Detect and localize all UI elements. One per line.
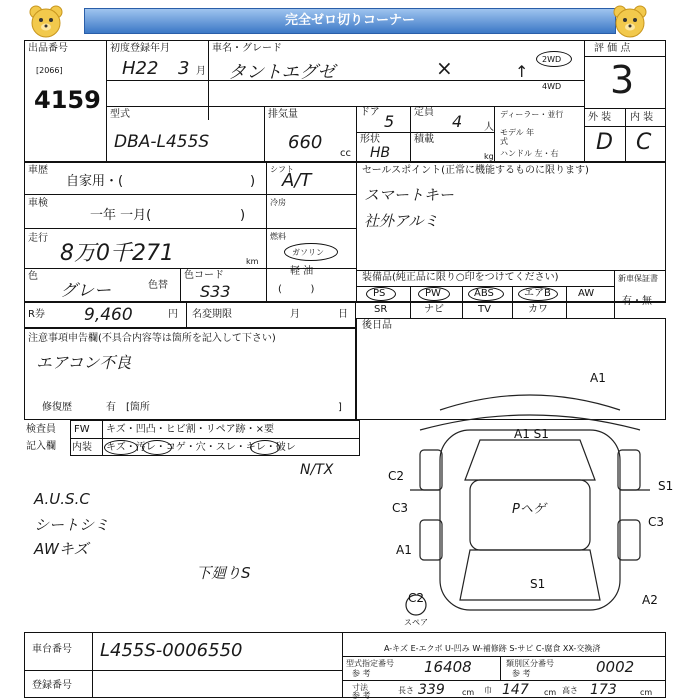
- inspection-label: 車検: [28, 198, 48, 209]
- equip-sr: SR: [374, 304, 388, 315]
- shape-label: 形状: [360, 134, 380, 145]
- drive-2wd: 2WD: [542, 55, 562, 64]
- width-label: 巾: [484, 686, 492, 695]
- score-value: 3: [610, 58, 635, 102]
- recycle-value: 9,460: [84, 305, 133, 325]
- notes-value: エアコン不良: [36, 353, 132, 372]
- equip-aw: AW: [578, 288, 595, 299]
- inspector-ntx: N/TX: [300, 462, 334, 478]
- color-code-label: 色コード: [184, 270, 224, 281]
- warranty-options: 有・無: [622, 296, 652, 307]
- mark-right-top: S1: [658, 479, 674, 493]
- exterior-score: D: [596, 130, 613, 155]
- shape-value: HB: [370, 145, 391, 161]
- equip-leather: カワ: [528, 304, 548, 315]
- handle-label: ハンドル 左・右: [500, 149, 559, 158]
- fuel-gasoline: ガソリン: [292, 248, 324, 257]
- registration-label: 登録番号: [32, 680, 72, 691]
- car-name-value: タントエグゼ: [228, 62, 336, 83]
- fuel-diesel: 軽 油: [290, 266, 314, 277]
- doors-label: ドア: [360, 107, 380, 118]
- repair-label: 修復歴: [42, 402, 72, 413]
- inspector-note-1: A.U.S.C: [34, 490, 90, 508]
- mark-left-low: A1: [396, 543, 412, 557]
- lot-sub-code: [2066]: [36, 66, 63, 75]
- equip-airbag: エアB: [524, 288, 551, 299]
- bear-mascot-right-icon: [612, 4, 648, 40]
- exterior-label: 外 装: [588, 112, 612, 123]
- interior-score: C: [636, 130, 652, 155]
- history-value: 自家用・(: [66, 174, 124, 189]
- displacement-label: 排気量: [268, 109, 298, 120]
- inspection-end: ): [240, 208, 246, 223]
- history-close: ): [250, 174, 256, 189]
- height-unit: cm: [640, 688, 653, 697]
- car-name-label: 車名・グレード: [212, 43, 282, 54]
- height-value: 173: [590, 682, 617, 698]
- mileage-label: 走行: [28, 233, 48, 244]
- model-year-label: モデル 年式: [500, 128, 535, 146]
- interior-label: 内 装: [630, 112, 654, 123]
- equip-abs: ABS: [474, 288, 494, 299]
- first-reg-month-unit: 月: [196, 66, 206, 77]
- displacement-unit: cc: [340, 148, 351, 159]
- sales-point-1: スマートキー: [364, 186, 454, 204]
- shift-label: シフト: [270, 165, 294, 174]
- mark-top: A1: [590, 371, 606, 385]
- equipment-label: 装備品(純正品に限り○印をつけてください): [362, 272, 559, 283]
- mark-right-bottom: A2: [642, 593, 658, 607]
- capacity-label: 定員: [414, 107, 434, 118]
- rear-seat-label: 後日品: [362, 320, 392, 331]
- notes-label: 注意事項申告欄(不具合内容等は箇所を記入して下さい): [28, 333, 276, 344]
- score-label: 評 価 点: [594, 43, 631, 54]
- name-change-label: 名変期限: [192, 309, 232, 320]
- mileage-unit: km: [246, 257, 259, 266]
- category-label: 類別区分番号: [506, 659, 554, 668]
- drive-mark: ↑: [515, 62, 529, 81]
- shift-value: A/T: [282, 170, 312, 191]
- width-unit: cm: [544, 688, 557, 697]
- repair-value: 有: [106, 402, 116, 413]
- mark-roof: A1 S1: [514, 427, 549, 441]
- check-row2-head: 内装: [72, 442, 92, 453]
- capacity-value: 4: [452, 112, 463, 131]
- color-value: グレー: [60, 281, 111, 301]
- category-value: 0002: [596, 658, 635, 676]
- equip-tv: TV: [478, 304, 491, 315]
- equip-navi: ナビ: [424, 304, 444, 315]
- recycle-unit: 円: [168, 309, 178, 320]
- section-recycle: [24, 302, 356, 328]
- name-change-month: 月: [290, 309, 300, 320]
- inspection-value: 一年 一月(: [90, 208, 152, 223]
- mark-spare: スペア: [404, 618, 428, 627]
- equip-pw: PW: [425, 288, 441, 299]
- sales-point-2: 社外アルミ: [364, 212, 439, 230]
- length-value: 339: [418, 682, 445, 698]
- equip-ps: PS: [373, 288, 386, 299]
- bear-mascot-left-icon: [28, 4, 64, 40]
- model-value: DBA-L455S: [114, 132, 210, 152]
- type-designation-value: 16408: [424, 658, 472, 676]
- load-unit: kg: [484, 152, 494, 161]
- length-unit: cm: [462, 688, 475, 697]
- category-sub: 参 考: [512, 669, 531, 678]
- repair-detail-label: [箇所: [126, 402, 150, 413]
- inspector-under: 下廻りS: [196, 564, 251, 582]
- lot-number: 4159: [34, 86, 101, 114]
- page-banner: 完全ゼロ切りコーナー: [84, 8, 616, 34]
- color-code: S33: [200, 282, 231, 301]
- fuel-label: 燃料: [270, 232, 286, 241]
- displacement-value: 660: [288, 132, 323, 153]
- check-row2: キズ・汚レ・コゲ・穴・スレ・キレ・破レ: [106, 442, 296, 453]
- height-label: 高さ: [562, 686, 578, 695]
- first-reg-month: 3: [178, 58, 190, 79]
- model-label: 型式: [110, 109, 130, 120]
- dealer-label: ディーラー・並行: [500, 110, 564, 119]
- check-wear-circle: [250, 440, 280, 455]
- color-label: 色: [28, 271, 38, 282]
- chassis-value: L455S-0006550: [100, 640, 243, 661]
- color-swatch-label: 色替: [148, 280, 168, 291]
- sales-points-label: セールスポイント(正常に機能するものに限ります): [362, 165, 589, 176]
- mark-left-front: C2: [388, 469, 405, 483]
- mark-center: Pヘゲ: [512, 502, 546, 517]
- chassis-label: 車台番号: [32, 644, 72, 655]
- dimensions-sub: 参 考: [352, 691, 371, 700]
- width-value: 147: [502, 682, 529, 698]
- car-name-mark: ×: [436, 56, 453, 80]
- fuel-paren: ( ): [278, 284, 315, 295]
- doors-value: 5: [384, 112, 395, 131]
- check-label-1: 検査員: [26, 424, 56, 435]
- first-reg-year: H22: [122, 58, 159, 79]
- mileage-value: 8万0千271: [60, 241, 174, 266]
- dimensions-label: 寸法: [352, 683, 368, 692]
- mark-rear: S1: [530, 577, 546, 591]
- check-scratch-circle: [104, 440, 138, 455]
- legend: A-キズ E-エクボ U-凹み W-補修跡 S-サビ C-腐食 XX-交換済: [384, 644, 601, 653]
- warranty-label: 新車保証書: [618, 274, 658, 283]
- aircon-label: 冷房: [270, 198, 286, 207]
- load-label: 積載: [414, 134, 434, 145]
- capacity-unit: 人: [484, 122, 494, 133]
- check-row1: キズ・凹凸・ヒビ割・リペア跡・×要: [106, 424, 274, 435]
- repair-end: ]: [338, 402, 342, 413]
- drive-4wd: 4WD: [542, 82, 562, 91]
- first-reg-label: 初度登録年月: [110, 43, 170, 54]
- lot-label: 出品番号: [28, 43, 68, 54]
- check-stain-circle: [142, 440, 172, 455]
- mark-left-mid: C3: [392, 501, 409, 515]
- history-label: 車歴: [28, 165, 48, 176]
- inspector-note-2: シートシミ: [34, 516, 110, 534]
- type-designation-sub: 参 考: [352, 669, 371, 678]
- mark-right-mid: C3: [648, 515, 665, 529]
- recycle-label: R券: [28, 309, 45, 320]
- length-label: 長さ: [398, 686, 414, 695]
- name-change-day: 日: [338, 309, 348, 320]
- check-label-2: 記入欄: [26, 441, 56, 452]
- check-row1-head: FW: [74, 424, 90, 435]
- inspector-note-3: AWキズ: [34, 540, 89, 558]
- mark-left-bottom: C2: [408, 591, 425, 605]
- type-designation-label: 型式指定番号: [346, 659, 394, 668]
